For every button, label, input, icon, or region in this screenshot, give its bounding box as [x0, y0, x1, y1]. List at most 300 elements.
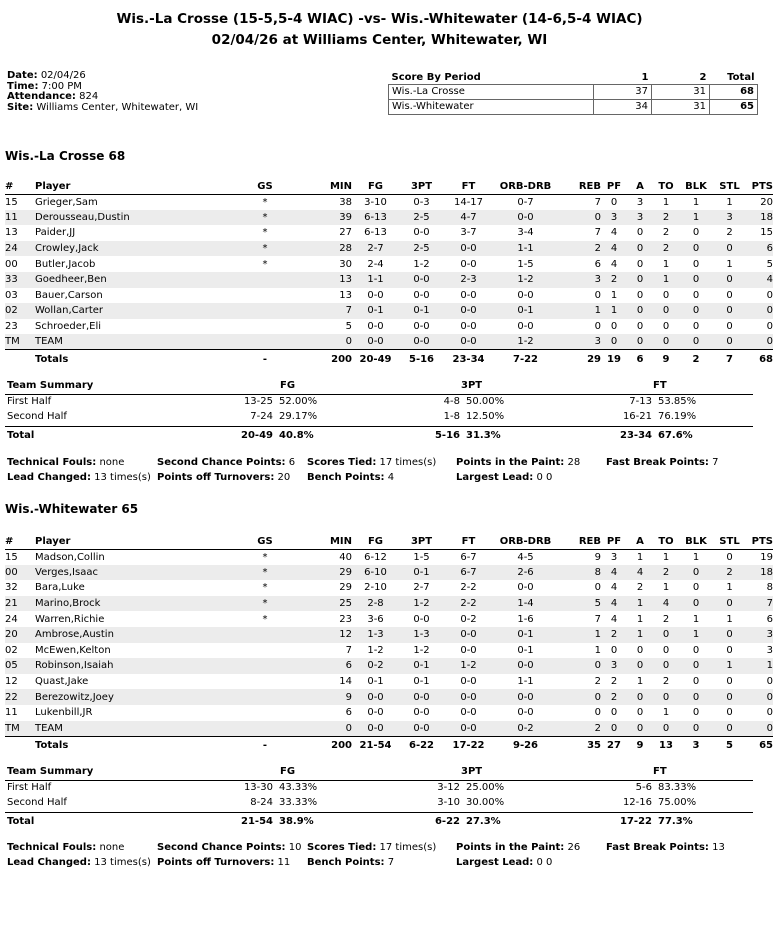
note-value: 17 times(s) — [379, 457, 437, 468]
rebounds-split: 0-0 — [493, 689, 558, 705]
summary-3pt: 4-8 — [443, 395, 460, 407]
minutes: 25 — [315, 596, 352, 612]
minutes: 7 — [315, 303, 352, 319]
points: 3 — [746, 627, 773, 643]
summary-3pt-pct: 31.3% — [466, 429, 501, 441]
assists: 1 — [636, 551, 644, 563]
column-header-jersey-number: # — [5, 534, 35, 549]
rebounds: 0 — [594, 707, 601, 719]
blocks: 0 — [679, 565, 713, 581]
points: 0 — [766, 289, 773, 301]
games-started: * — [262, 258, 268, 270]
game-info — [7, 71, 198, 113]
note-label: Bench Points: — [307, 857, 385, 868]
assists: 0 — [627, 658, 653, 674]
summary-3pt: 3-12 — [437, 781, 460, 793]
turnovers: 1 — [662, 258, 670, 270]
turnovers: 2 — [662, 613, 670, 625]
points: 6 — [746, 241, 773, 257]
field-goals: 0-0 — [352, 334, 399, 350]
field-goals: 0-0 — [367, 321, 384, 333]
field-goals: 2-8 — [352, 596, 399, 612]
totals-jersey-number — [5, 736, 35, 754]
jersey-number: 32 — [5, 582, 18, 594]
blocks: 0 — [692, 258, 700, 270]
summary-ft: 12-16 — [622, 797, 652, 808]
field-goals: 0-1 — [352, 303, 399, 319]
player-name: Paider,JJ — [35, 227, 76, 239]
jersey-number: 00 — [5, 258, 18, 270]
note-label: Largest Lead: — [456, 857, 534, 868]
totals-assists: 6 — [627, 350, 653, 368]
personal-fouls: 3 — [601, 658, 627, 674]
player-name: Marino,Brock — [35, 596, 215, 612]
summary-ft: 5-6 — [635, 781, 652, 793]
turnovers: 0 — [653, 334, 679, 350]
three-pointers: 0-0 — [413, 227, 430, 239]
rebounds-split: 1-2 — [493, 334, 558, 350]
games-started — [215, 705, 315, 721]
rebounds-split: 4-5 — [517, 551, 534, 563]
rebounds: 7 — [594, 613, 601, 625]
player-row — [5, 272, 773, 288]
header-row — [5, 534, 773, 549]
summary-ft: 23-34 — [620, 429, 652, 441]
summary-ft-pct: 76.19% — [658, 411, 697, 422]
summary-fg-pct: 52.00% — [279, 395, 318, 407]
field-goals: 1-2 — [367, 644, 384, 656]
rebounds-split: 1-1 — [517, 676, 534, 688]
summary-row — [5, 796, 753, 812]
assists: 0 — [627, 721, 653, 737]
note-label: Lead Changed: — [7, 857, 91, 868]
rebounds-split: 0-0 — [493, 658, 558, 674]
blocks: 0 — [692, 676, 700, 688]
summary-row — [5, 812, 753, 829]
jersey-number: 24 — [5, 241, 35, 257]
field-goals: 6-10 — [352, 565, 399, 581]
note-label: Points in the Paint: — [456, 457, 565, 468]
jersey-number: 02 — [5, 644, 18, 656]
summary-period: Second Half — [7, 411, 67, 422]
column-header-free-throws: FT — [444, 534, 493, 549]
player-row — [5, 256, 773, 272]
blocks: 0 — [679, 689, 713, 705]
minutes: 39 — [315, 210, 352, 226]
note-value: 13 times(s) — [94, 472, 151, 483]
minutes: 40 — [339, 551, 352, 563]
points: 0 — [746, 303, 773, 319]
player-name: Grieger,Sam — [35, 196, 98, 208]
summary-3pt-pct: 30.00% — [466, 797, 505, 808]
free-throws: 0-0 — [444, 303, 493, 319]
player-row — [5, 288, 773, 304]
blocks: 0 — [679, 303, 713, 319]
turnovers: 1 — [662, 582, 670, 594]
note-label: Technical Fouls: — [7, 842, 97, 853]
games-started: * — [215, 210, 315, 226]
summary-fg-header: FG — [280, 766, 296, 777]
free-throws: 0-0 — [460, 258, 477, 270]
summary-ft-pct: 53.85% — [658, 395, 697, 407]
points: 4 — [746, 272, 773, 288]
game-subtitle: 02/04/26 at Williams Center, Whitewater, WI — [211, 32, 548, 48]
games-started — [215, 272, 315, 288]
rebounds-split: 0-1 — [493, 303, 558, 319]
summary-fg-pct: 40.8% — [279, 429, 314, 441]
minutes: 38 — [339, 196, 352, 208]
player-name: Quast,Jake — [35, 676, 89, 688]
summary-period: Total — [7, 815, 35, 827]
personal-fouls: 3 — [610, 551, 618, 563]
summary-fg: 8-24 — [250, 797, 273, 808]
jersey-number: 12 — [5, 676, 18, 688]
field-goals: 2-4 — [367, 258, 384, 270]
turnovers: 2 — [653, 565, 679, 581]
summary-3pt-header: 3PT — [461, 380, 483, 391]
free-throws: 3-7 — [460, 227, 477, 239]
box-score-table — [5, 534, 773, 754]
personal-fouls: 0 — [601, 334, 627, 350]
jersey-number: 22 — [5, 689, 35, 705]
assists: 0 — [627, 303, 653, 319]
player-row — [5, 241, 773, 257]
steals: 0 — [726, 321, 733, 333]
period-team: Wis.-Whitewater — [389, 99, 594, 114]
games-started — [215, 658, 315, 674]
personal-fouls: 4 — [601, 241, 627, 257]
period-1-header: 1 — [641, 72, 649, 84]
player-name: Wollan,Carter — [35, 303, 215, 319]
assists: 0 — [627, 334, 653, 350]
column-header-games-started: GS — [215, 534, 315, 549]
steals: 2 — [726, 227, 733, 239]
rebounds: 2 — [594, 676, 601, 688]
summary-ft-header: FT — [653, 766, 667, 777]
turnovers: 1 — [653, 272, 679, 288]
minutes: 28 — [315, 241, 352, 257]
totals-turnovers: 9 — [653, 350, 679, 368]
rebounds: 7 — [594, 196, 601, 208]
three-pointers: 0-0 — [399, 689, 444, 705]
note-value: 10 — [288, 842, 302, 853]
steals: 1 — [726, 613, 733, 625]
games-started — [215, 303, 315, 319]
personal-fouls: 2 — [601, 627, 627, 643]
total-score: 68 — [710, 84, 758, 99]
player-name: Derousseau,Dustin — [35, 210, 215, 226]
field-goals: 0-1 — [367, 676, 384, 688]
personal-fouls: 1 — [601, 303, 627, 319]
note-value: 28 — [567, 457, 581, 468]
turnovers: 1 — [662, 196, 670, 208]
totals-player-name: Totals — [35, 736, 215, 754]
rebounds-split: 0-0 — [517, 289, 534, 301]
player-row — [5, 303, 773, 319]
column-header-blocks: BLK — [679, 179, 713, 194]
turnovers: 0 — [653, 689, 679, 705]
field-goals: 0-0 — [367, 289, 384, 301]
games-started: * — [215, 241, 315, 257]
column-header-three-pointers: 3PT — [399, 534, 444, 549]
player-row — [5, 658, 773, 674]
player-name: Berezowitz,Joey — [35, 689, 215, 705]
three-pointers: 0-0 — [413, 613, 430, 625]
blocks: 0 — [679, 721, 713, 737]
team-title: Wis.-Whitewater 65 — [5, 502, 139, 516]
rebounds-split: 0-0 — [517, 582, 534, 594]
blocks: 0 — [679, 272, 713, 288]
assists: 1 — [636, 613, 644, 625]
column-header-points: PTS — [746, 179, 773, 194]
points: 0 — [746, 721, 773, 737]
assists: 3 — [627, 210, 653, 226]
personal-fouls: 0 — [610, 196, 618, 208]
rebounds-split: 0-2 — [493, 721, 558, 737]
three-pointers: 0-1 — [399, 303, 444, 319]
rebounds-split: 3-4 — [517, 227, 534, 239]
points: 0 — [766, 321, 773, 333]
jersey-number: 15 — [5, 196, 18, 208]
totals-free-throws: 17-22 — [444, 736, 493, 754]
three-pointers: 0-0 — [413, 707, 430, 719]
player-name: Warren,Richie — [35, 613, 105, 625]
period-2-score: 31 — [652, 84, 710, 99]
attendance-label: Attendance: — [7, 91, 76, 102]
games-started: * — [215, 565, 315, 581]
player-row — [5, 225, 773, 241]
turnovers: 1 — [662, 551, 670, 563]
box-score-table — [5, 179, 773, 368]
personal-fouls: 0 — [610, 644, 618, 656]
blocks: 0 — [679, 658, 713, 674]
header-row — [5, 179, 773, 194]
three-pointers: 1-2 — [399, 596, 444, 612]
minutes: 7 — [345, 644, 352, 656]
totals-points: 65 — [746, 736, 773, 754]
site-value: Williams Center, Whitewater, WI — [36, 101, 199, 113]
totals-field-goals: 20-49 — [352, 350, 399, 368]
player-row — [5, 721, 773, 737]
three-pointers: 1-2 — [413, 258, 430, 270]
turnovers: 0 — [653, 303, 679, 319]
note-value: 13 — [712, 842, 725, 853]
points: 18 — [746, 565, 773, 581]
column-header-steals: STL — [713, 534, 746, 549]
field-goals: 1-1 — [352, 272, 399, 288]
rebounds-split: 1-5 — [517, 258, 534, 270]
note-turnovers — [157, 472, 290, 483]
summary-row — [5, 395, 753, 411]
personal-fouls: 4 — [601, 596, 627, 612]
totals-points: 68 — [746, 350, 773, 368]
note-value: 17 times(s) — [379, 842, 437, 853]
player-name: Butler,Jacob — [35, 258, 96, 270]
note-value: 20 — [277, 472, 291, 483]
note-value: 7 — [712, 457, 719, 468]
turnovers: 4 — [653, 596, 679, 612]
summary-fg: 21-54 — [241, 815, 273, 827]
summary-row — [5, 410, 753, 426]
note-largest — [456, 472, 552, 483]
steals: 3 — [713, 210, 746, 226]
note-label: Lead Changed: — [7, 472, 91, 483]
totals-three-pointers: 5-16 — [399, 350, 444, 368]
totals-minutes: 200 — [315, 350, 352, 368]
totals-blocks: 3 — [679, 736, 713, 754]
column-header-assists: A — [627, 534, 653, 549]
minutes: 13 — [315, 272, 352, 288]
minutes: 0 — [315, 721, 352, 737]
jersey-number: 20 — [5, 627, 35, 643]
period-1-score: 34 — [594, 99, 652, 114]
field-goals: 0-0 — [352, 721, 399, 737]
column-header-assists: A — [627, 179, 653, 194]
period-2-score: 31 — [652, 99, 710, 114]
summary-ft-pct: 67.6% — [658, 429, 693, 441]
rebounds: 0 — [558, 689, 601, 705]
rebounds-split: 2-6 — [493, 565, 558, 581]
personal-fouls: 1 — [610, 289, 618, 301]
three-pointers: 0-3 — [413, 196, 430, 208]
games-started — [215, 643, 315, 659]
assists: 0 — [636, 227, 644, 239]
jersey-number: TM — [5, 721, 35, 737]
minutes: 0 — [315, 334, 352, 350]
personal-fouls: 4 — [610, 227, 618, 239]
free-throws: 6-7 — [460, 551, 477, 563]
totals-rebounds-split: 7-22 — [493, 350, 558, 368]
steals: 1 — [726, 258, 733, 270]
minutes: 12 — [315, 627, 352, 643]
games-started — [215, 721, 315, 737]
note-label: Second Chance Points: — [157, 457, 286, 468]
free-throws: 14-17 — [453, 196, 484, 208]
note-tech — [7, 457, 124, 468]
jersey-number: 00 — [5, 565, 35, 581]
minutes: 23 — [339, 613, 352, 625]
summary-ft: 17-22 — [620, 815, 652, 827]
note-value: 13 times(s) — [94, 857, 151, 868]
turnovers: 2 — [662, 227, 670, 239]
points: 0 — [766, 676, 773, 688]
summary-3pt: 5-16 — [434, 429, 460, 441]
time-label: Time: — [7, 80, 39, 92]
games-started: * — [262, 582, 268, 594]
column-header-games-started: GS — [215, 179, 315, 194]
player-name: Verges,Isaac — [35, 565, 215, 581]
totals-assists: 9 — [627, 736, 653, 754]
note-second — [157, 842, 301, 853]
rebounds: 0 — [594, 321, 601, 333]
points: 0 — [766, 707, 773, 719]
summary-ft-pct: 75.00% — [658, 797, 697, 808]
column-header-turnovers: TO — [653, 179, 679, 194]
free-throws: 0-0 — [444, 689, 493, 705]
assists: 1 — [627, 596, 653, 612]
steals: 1 — [726, 582, 733, 594]
jersey-number: 11 — [5, 210, 35, 226]
three-pointers: 0-0 — [399, 721, 444, 737]
rebounds-split: 1-4 — [493, 596, 558, 612]
column-header-minutes: MIN — [315, 534, 352, 549]
assists: 0 — [627, 241, 653, 257]
totals-rebounds-split: 9-26 — [493, 736, 558, 754]
summary-3pt: 1-8 — [443, 411, 460, 422]
blocks: 1 — [692, 551, 700, 563]
column-header-minutes: MIN — [315, 179, 352, 194]
field-goals: 1-3 — [352, 627, 399, 643]
blocks: 1 — [692, 613, 700, 625]
three-pointers: 0-0 — [399, 334, 444, 350]
personal-fouls: 2 — [610, 676, 618, 688]
turnovers: 0 — [662, 321, 670, 333]
period-2-header: 2 — [699, 72, 707, 84]
column-header-field-goals: FG — [352, 534, 399, 549]
points: 19 — [760, 551, 773, 563]
rebounds: 1 — [558, 303, 601, 319]
note-label: Points off Turnovers: — [157, 857, 275, 868]
player-name: TEAM — [35, 334, 215, 350]
summary-ft: 16-21 — [622, 411, 652, 422]
summary-fg: 20-49 — [241, 429, 273, 441]
assists: 0 — [627, 272, 653, 288]
free-throws: 2-2 — [444, 596, 493, 612]
minutes: 6 — [315, 658, 352, 674]
personal-fouls: 0 — [610, 707, 618, 719]
rebounds: 3 — [558, 334, 601, 350]
summary-3pt-header: 3PT — [461, 766, 483, 777]
summary-period: First Half — [7, 395, 52, 407]
column-header-three-pointers: 3PT — [399, 179, 444, 194]
player-name: Lukenbill,JR — [35, 707, 93, 719]
points: 6 — [766, 613, 773, 625]
note-bench — [307, 857, 394, 868]
personal-fouls: 2 — [601, 689, 627, 705]
steals: 1 — [713, 658, 746, 674]
rebounds: 8 — [558, 565, 601, 581]
totals-field-goals: 21-54 — [352, 736, 399, 754]
note-fast — [606, 842, 725, 853]
assists: 0 — [636, 644, 644, 656]
date-value: 02/04/26 — [40, 70, 86, 81]
rebounds-split: 0-0 — [517, 321, 534, 333]
note-label: Bench Points: — [307, 472, 385, 483]
note-fast — [606, 457, 718, 468]
summary-3pt-pct: 50.00% — [466, 395, 505, 407]
summary-row — [5, 426, 753, 443]
steals: 0 — [713, 334, 746, 350]
totals-minutes: 200 — [315, 736, 352, 754]
personal-fouls: 4 — [601, 565, 627, 581]
field-goals: 3-6 — [367, 613, 384, 625]
turnovers: 2 — [653, 241, 679, 257]
summary-fg-pct: 38.9% — [279, 815, 314, 827]
note-value: 4 — [387, 472, 395, 483]
games-started: * — [262, 551, 268, 563]
field-goals: 0-2 — [352, 658, 399, 674]
rebounds: 0 — [558, 658, 601, 674]
rebounds: 0 — [594, 582, 601, 594]
blocks: 1 — [692, 196, 700, 208]
score-by-period-label: Score By Period — [391, 72, 481, 84]
player-row — [5, 194, 773, 210]
column-header-rebounds: REB — [558, 179, 601, 194]
minutes: 29 — [339, 582, 352, 594]
game-title: Wis.-La Crosse (15-5,5-4 WIAC) -vs- Wis.-Whitewater (14-6,5-4 WIAC) — [116, 11, 643, 27]
note-second — [157, 457, 295, 468]
rebounds: 9 — [594, 551, 601, 563]
